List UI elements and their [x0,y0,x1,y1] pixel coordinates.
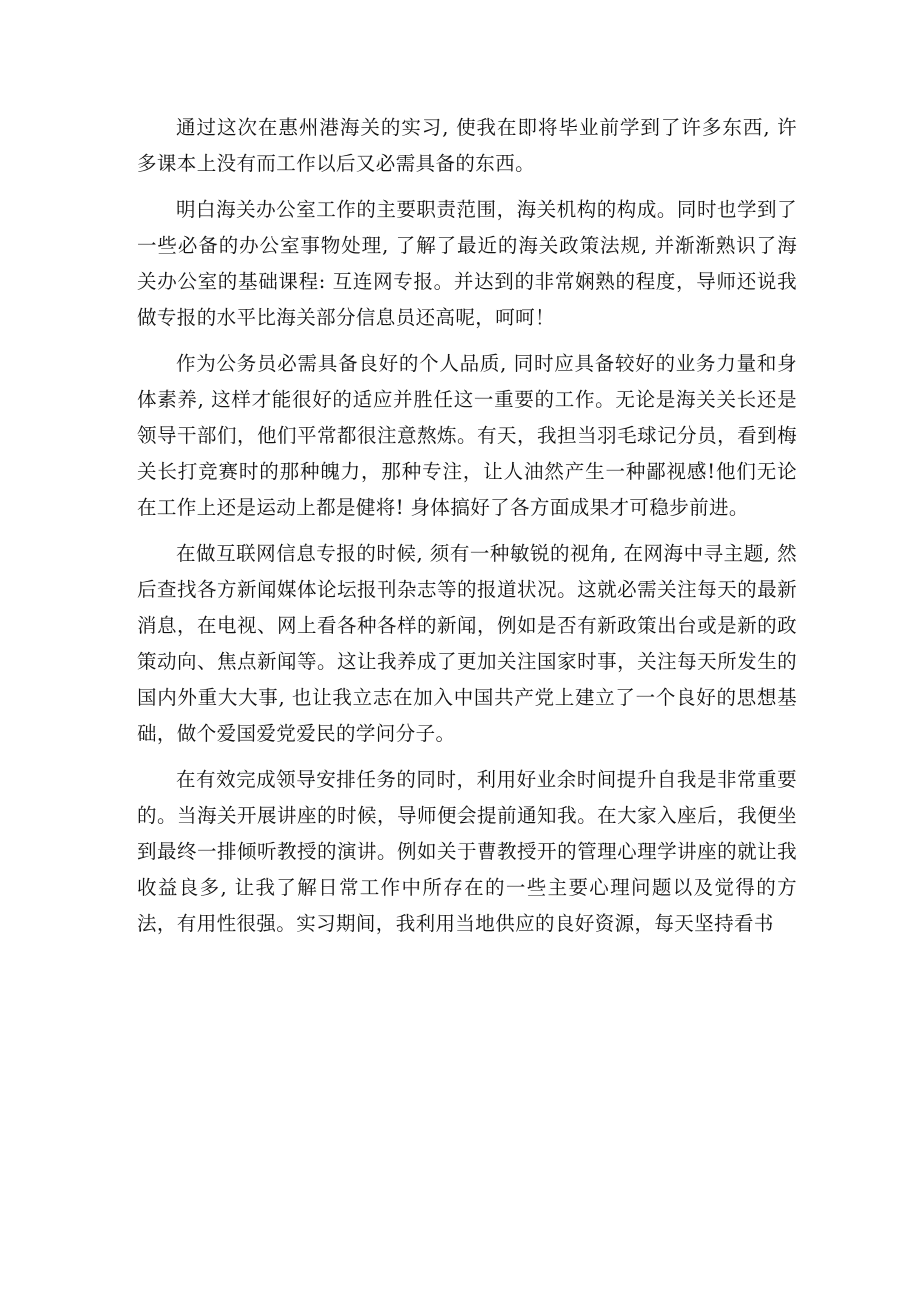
paragraph-2: 明白海关办公室工作的主要职责范围，海关机构的构成。同时也学到了一些必备的办公室事物处理, 了解了最近的海关政策法规, 并渐渐熟识了海关办公室的基础课程: 互连网专报。并达到的非常娴熟的程度，导师还说我做专报的水平比海关部分信息员还高呢，呵呵！ [137,198,797,329]
paragraph-1: 通过这次在惠州港海关的实习, 使我在即将毕业前学到了许多东西, 许多课本上没有而工作以后又必需具备的东西。 [137,116,797,175]
paragraph-4: 在做互联网信息专报的时候, 须有一种敏锐的视角, 在网海中寻主题, 然后查找各方新闻媒体论坛报刊杂志等的报道状况。这就必需关注每天的最新消息，在电视、网上看各种各样的新闻，例如是否有新政策出台或是新的政策动向、焦点新闻等。这让我养成了更加关注国家时事，关注每天所发生的国内外重大大事, 也让我立志在加入中国共产党上建立了一个良好的思想基础，做个爱国爱党爱民的学问分子。 [137,542,797,745]
document-body [137,110,797,952]
paragraph-3: 作为公务员必需具备良好的个人品质, 同时应具备较好的业务力量和身体素养, 这样才能很好的适应并胜任这一重要的工作。无论是海关关长还是领导干部们，他们平常都很注意熬炼。有天，我担当羽毛球记分员，看到梅关长打竞赛时的那种魄力，那种专注，让人油然产生一种鄙视感!他们无论在工作上还是运动上都是健将! 身体搞好了各方面成果才可稳步前进。 [137,352,797,519]
paragraph-5: 在有效完成领导安排任务的同时，利用好业余时间提升自我是非常重要的。当海关开展讲座的时候，导师便会提前通知我。在大家入座后，我便坐到最终一排倾听教授的演讲。例如关于曹教授开的管理心理学讲座的就让我收益良多, 让我了解日常工作中所存在的一些主要心理问题以及觉得的方法，有用性很强。实习期间，我利用当地供应的良好资源，每天坚持看书 [137,768,797,935]
